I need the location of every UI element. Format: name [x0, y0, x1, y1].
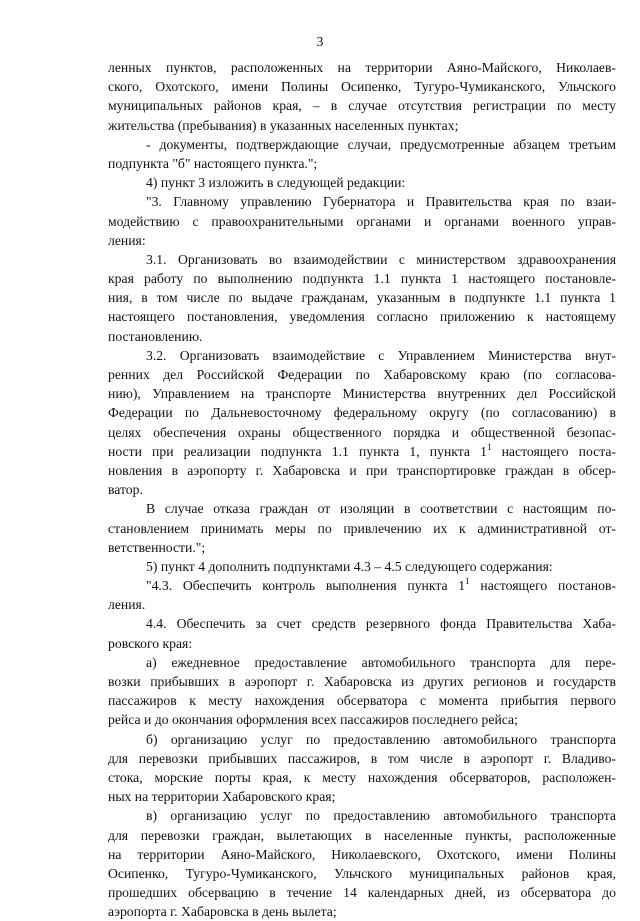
line-text: для перевозки граждан, вылетающих в населенные пункты, расположенные: [108, 827, 616, 843]
line-text: 3.1. Организовать во взаимодействии с министерством здравоохранения: [146, 251, 616, 267]
text-line: [108, 384, 616, 403]
text-line: [108, 691, 616, 710]
line-text: аэропорта г. Хабаровска в день вылета;: [108, 904, 337, 920]
text-line: [108, 576, 616, 595]
text-line: [108, 154, 616, 173]
line-text: В случае отказа граждан от изоляции в соответствии с настоящим по-: [146, 501, 616, 517]
line-text: 4) пункт 3 изложить в следующей редакции:: [146, 175, 406, 191]
line-text: 4.4. Обеспечить за счет средств резервного фонда Правительства Хаба-: [146, 616, 616, 632]
line-text: прошедших обсервацию в течение 14 календарных дней, из обсерватора до: [108, 885, 616, 901]
line-text: ватор.: [108, 482, 143, 498]
document-body: [108, 58, 616, 921]
text-line: [108, 499, 616, 518]
line-text: ния, в том числе по выдаче гражданам, указанным в подпункте 1.1 пункта 1: [108, 290, 616, 306]
text-line: [108, 365, 616, 384]
text-line: [108, 768, 616, 787]
text-line: [108, 327, 616, 346]
line-text: ности при реализации подпункта 1.1 пункта 1, пункта 1: [108, 443, 487, 459]
text-line: [108, 806, 616, 825]
line-text: "3. Главному управлению Губернатора и Правительства края по взаи-: [146, 194, 616, 210]
text-line: [108, 614, 616, 633]
line-text: 3.2. Организовать взаимодействие с Управлением Министерства внут-: [146, 347, 616, 363]
line-text: стока, морские порты края, к месту нахождения обсерваторов, расположен-: [108, 769, 616, 785]
line-text: ровского края:: [108, 635, 193, 651]
line-text: модействию с правоохранительными органами и органами военного управ-: [108, 213, 616, 229]
line-text: целях обеспечения охраны общественного порядка и общественной безопас-: [108, 424, 616, 440]
superscript-index: 1: [486, 441, 492, 452]
text-line: [108, 116, 616, 135]
line-text: жительства (пребывания) в указанных населенных пунктах;: [108, 117, 459, 133]
line-text: ления.: [108, 597, 146, 613]
text-line: [108, 883, 616, 902]
text-line: [108, 96, 616, 115]
line-text: становлением принимать меры по привлечению их к административной от-: [108, 520, 616, 536]
line-text: "4.3. Обеспечить контроль выполнения пункта 1: [146, 578, 466, 594]
line-text: ления:: [108, 232, 146, 248]
text-line: [108, 557, 616, 576]
text-line: [108, 634, 616, 653]
line-text: новления в аэропорту г. Хабаровска и при транспортировке граждан в обсер-: [108, 462, 616, 478]
line-text: подпункта "б" настоящего пункта.";: [108, 155, 318, 171]
line-text: настоящего постановления, уведомления согласно приложению к настоящему: [108, 309, 616, 325]
line-text: на территории Аяно-Майского, Николаевского, Охотского, имени Полины: [108, 846, 616, 862]
line-text-continued: настоящего поста-: [491, 443, 616, 459]
text-line: [108, 173, 616, 192]
line-text: в) организацию услуг по предоставлению автомобильного транспорта: [146, 808, 616, 824]
text-line: [108, 864, 616, 883]
line-text: ных на территории Хабаровского края;: [108, 789, 336, 805]
text-line: [108, 442, 616, 461]
line-text: Федерации по Дальневосточному федеральному округу (по согласованию) в: [108, 405, 616, 421]
line-text: нию), Управлением на транспорте Министерства внутренних дел Российской: [108, 386, 616, 402]
text-line: [108, 595, 616, 614]
text-line: [108, 135, 616, 154]
text-line: [108, 423, 616, 442]
text-line: [108, 480, 616, 499]
text-line: [108, 826, 616, 845]
line-text: возки прибывших в аэропорт г. Хабаровска из других регионов и государств: [108, 674, 616, 689]
line-text: 5) пункт 4 дополнить подпунктами 4.3 – 4.5 следующего содержания:: [146, 558, 553, 574]
line-text: - документы, подтверждающие случаи, предусмотренные абзацем третьим: [146, 136, 616, 152]
line-text: ветственности.";: [108, 539, 206, 555]
line-text: ренних дел Российской Федерации по Хабаровскому краю (по согласова-: [108, 367, 616, 382]
line-text: ского, Охотского, имени Полины Осипенко, Тугуро-Чумиканского, Ульчского: [108, 79, 616, 95]
text-line: [108, 346, 616, 365]
text-line: [108, 749, 616, 768]
text-line: [108, 288, 616, 307]
line-text: Осипенко, Тугуро-Чумиканского, Ульчского муниципальных районов края,: [108, 865, 616, 881]
text-line: [108, 538, 616, 557]
text-line: [108, 269, 616, 288]
text-line: [108, 403, 616, 422]
line-text: б) организацию услуг по предоставлению автомобильного транспорта: [146, 731, 616, 747]
line-text: для перевозки прибывших пассажиров, в том числе в аэропорт г. Владиво-: [108, 750, 616, 766]
page-number: 3: [316, 34, 324, 49]
text-line: [108, 787, 616, 806]
text-line: [108, 250, 616, 269]
text-line: [108, 845, 616, 864]
text-line: [108, 902, 616, 921]
line-text: ленных пунктов, расположенных на территории Аяно-Майского, Николаев-: [108, 60, 616, 75]
text-line: [108, 710, 616, 729]
text-line: [108, 231, 616, 250]
line-text: рейса и до окончания оформления всех пассажиров последнего рейса;: [108, 712, 518, 728]
text-line: [108, 212, 616, 231]
line-text: постановлению.: [108, 328, 203, 344]
superscript-index: 1: [465, 576, 470, 587]
line-text: края работу по выполнению подпункта 1.1 пункта 1 настоящего постановле-: [108, 271, 616, 287]
text-line: [108, 730, 616, 749]
text-line: [108, 672, 616, 691]
line-text: муниципальных районов края, – в случае отсутствия регистрации по месту: [108, 98, 616, 114]
text-line: [108, 192, 616, 211]
text-line: [108, 58, 616, 77]
text-line: [108, 653, 616, 672]
line-text: пассажиров к месту нахождения обсерватора с момента прибытия первого: [108, 693, 616, 709]
line-text: а) ежедневное предоставление автомобильного транспорта для пере-: [146, 654, 616, 670]
text-line: [108, 461, 616, 480]
line-text-continued: настоящего постанов-: [469, 578, 616, 594]
text-line: [108, 77, 616, 96]
text-line: [108, 519, 616, 538]
text-line: [108, 307, 616, 326]
